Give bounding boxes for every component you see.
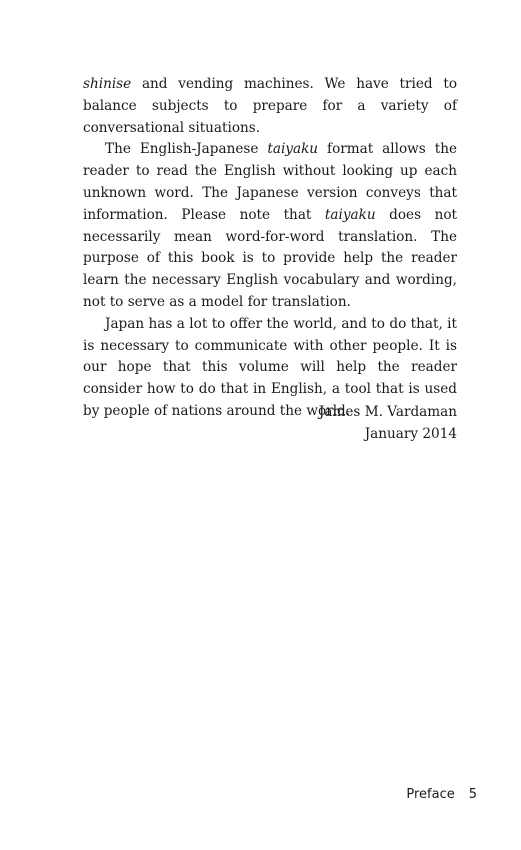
italic-term: taiyaku <box>324 206 376 223</box>
signature-date: January 2014 <box>364 425 457 442</box>
text-run: does not necessarily mean word-for-word translation. The purpose of this book is to provide help the reader learn the necessary English vocabulary and wording, not to serve as a model for translation. <box>83 206 458 310</box>
paragraph <box>83 139 457 313</box>
running-footer-section: Preface <box>406 787 455 802</box>
italic-term: taiyaku <box>267 141 319 158</box>
author-name: James M. Vardaman <box>318 404 457 420</box>
page-body <box>83 74 457 423</box>
signature-block <box>83 402 457 446</box>
page-number: 5 <box>468 787 477 802</box>
paragraph <box>83 74 457 139</box>
text-run: and vending machines. We have tried to balance subjects to prepare for a variety of conversational situations. <box>83 76 457 136</box>
text-run: The English-Japanese <box>105 141 268 158</box>
italic-term: shinise <box>83 76 132 92</box>
page-footer <box>406 787 477 802</box>
text-run: Japan has a lot to offer the world, and to do that, it is necessary to communicate with other people. It is our hope that this volume will help the reader consider how to do that in English, a tool that is used by people of nations around the world. <box>83 315 457 419</box>
text-run: format allows the reader to read the English without looking up each unknown word. The Japanese version conveys that information. Please note that <box>83 141 457 223</box>
